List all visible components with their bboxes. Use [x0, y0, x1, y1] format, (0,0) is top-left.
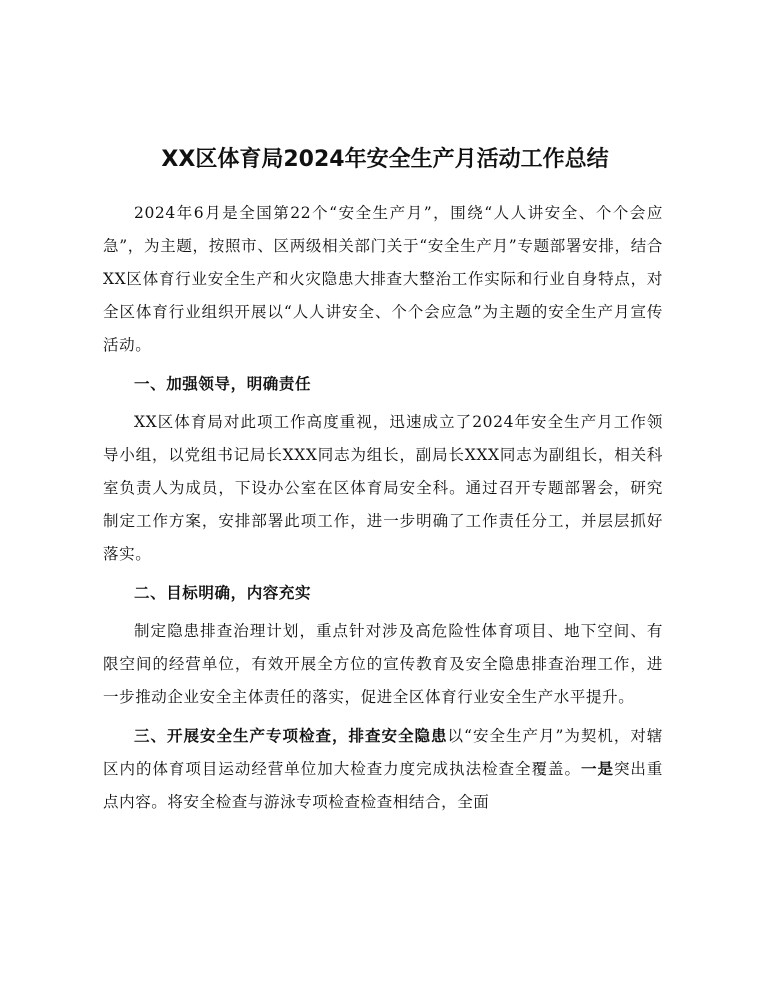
section-heading-2: 二、目标明确，内容充实: [134, 584, 312, 602]
section-paragraph-1: XX区体育局对此项工作高度重视，迅速成立了2024年安全生产月工作领导小组，以党组书记局长XXX同志为组长，副局长XXX同志为副组长，相关科室负责人为成员，下设办公室在区体育局安全科。通过召开专题部署会，研究制定工作方案，安排部署此项工作，进一步明确了工作责任分工，并层层抓好落实。: [103, 413, 663, 563]
intro-paragraph: 2024年6月是全国第22个“安全生产月”，围绕“人人讲安全、个个会应急”，为主题，按照市、区两级相关部门关于“安全生产月”专题部署安排，结合XX区体育行业安全生产和火灾隐患大排查大整治工作实际和行业自身特点，对全区体育行业组织开展以“人人讲安全、个个会应急”为主题的安全生产月宣传活动。: [103, 204, 663, 354]
document-title: XX区体育局2024年安全生产月活动工作总结: [161, 147, 609, 172]
section-paragraph-3: [103, 720, 663, 819]
section-3-text-after: 突出重点内容。将安全检查与游泳专项检查检查相结合，全面: [103, 760, 664, 811]
section-3-text-before: 以“安全生产月”为契机，对辖区内的体育项目运动经营单位加大检查力度完成执法检查全覆盖。: [103, 727, 663, 778]
document-body: [103, 197, 663, 819]
section-heading-3: 三、开展安全生产专项检查，排查安全隐患: [134, 727, 448, 745]
section-paragraph-2: 制定隐患排查治理计划，重点针对涉及高危险性体育项目、地下空间、有限空间的经营单位，有效开展全方位的宣传教育及安全隐患排查治理工作，进一步推动企业安全主体责任的落实，促进全区体育行业安全生产水平提升。: [103, 622, 663, 706]
section-heading-1: 一、加强领导，明确责任: [134, 375, 312, 393]
section-3-strong: 一是: [580, 760, 614, 778]
